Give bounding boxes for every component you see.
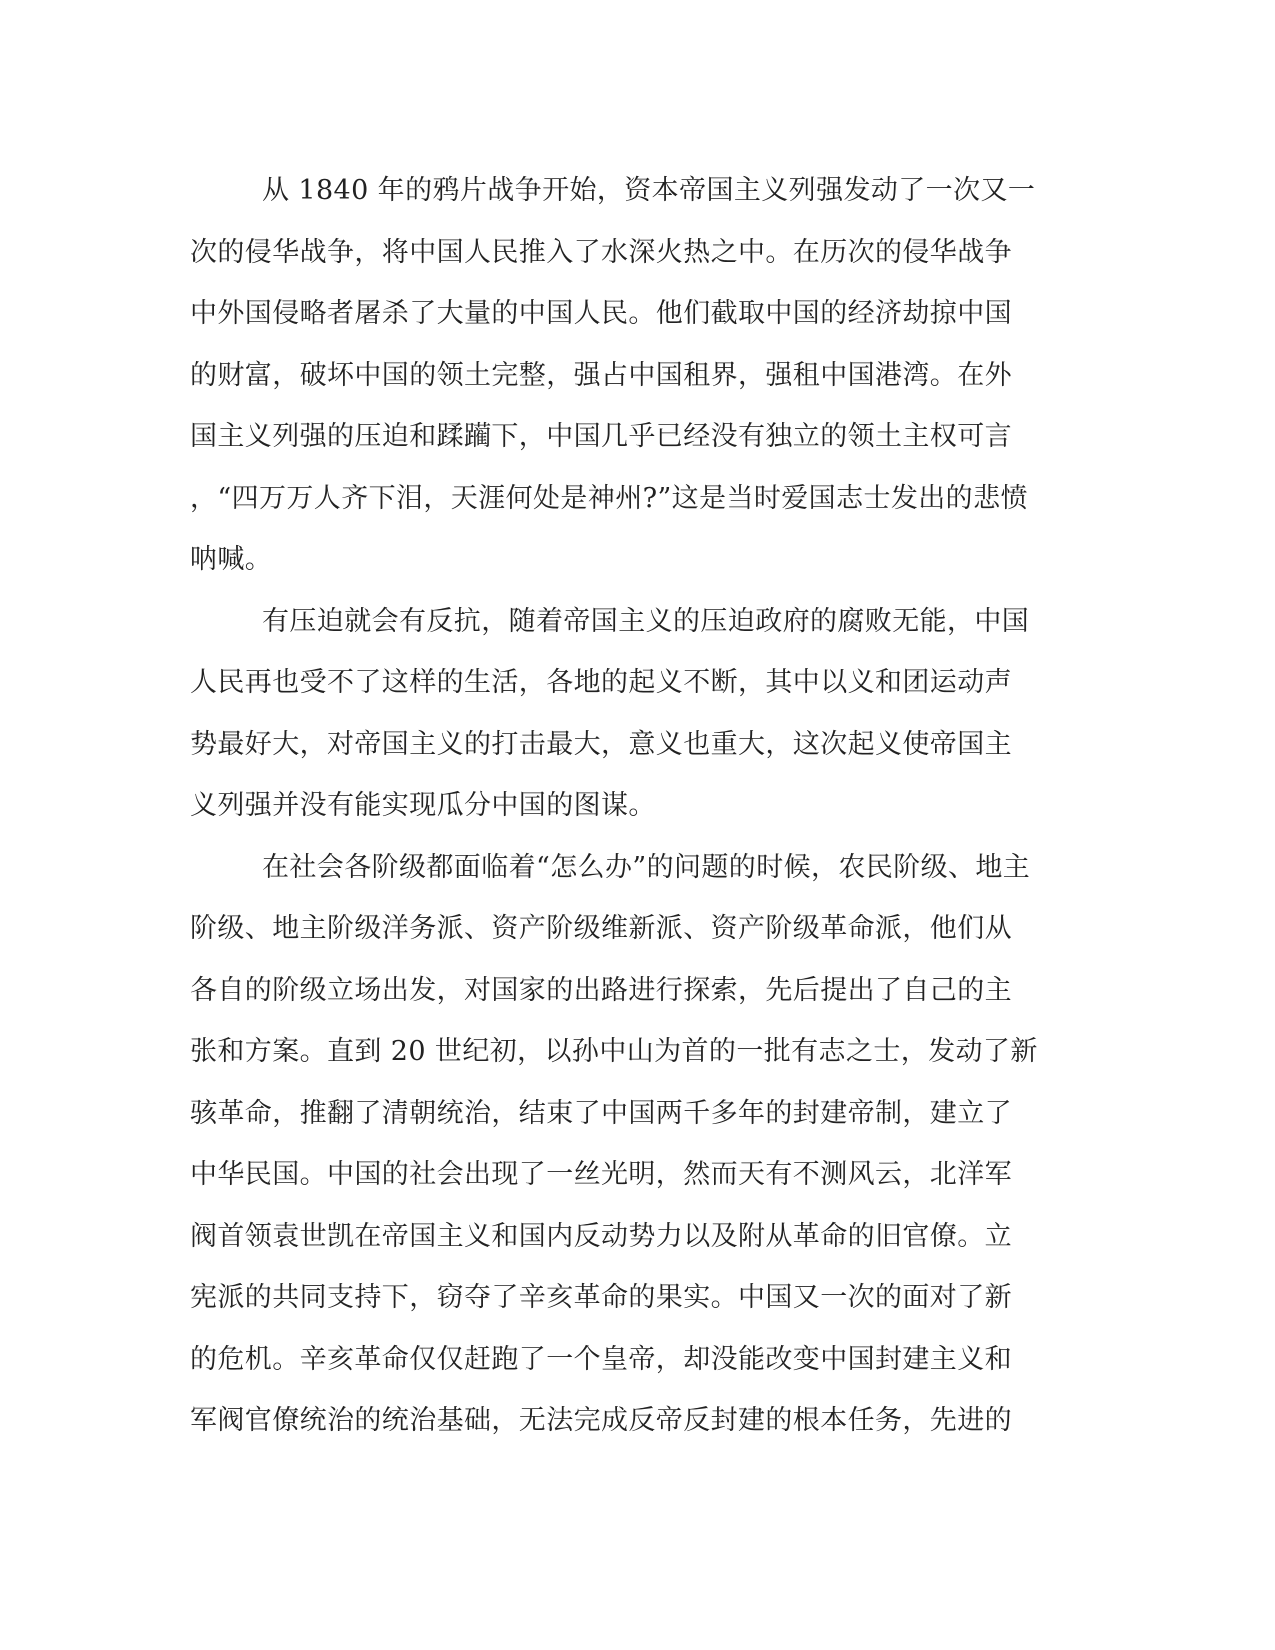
text-line: 的财富，破坏中国的领土完整，强占中国租界，强租中国港湾。在外 — [190, 359, 1012, 391]
text-line: 义列强并没有能实现瓜分中国的图谋。 — [190, 790, 656, 821]
text-line: 的危机。辛亥革命仅仅赶跑了一个皇帝，却没能改变中国封建主义和 — [190, 1343, 1012, 1375]
text-line: 呐喊。 — [190, 544, 273, 575]
text-line: 各自的阶级立场出发，对国家的出路进行探索，先后提出了自己的主 — [190, 974, 1012, 1006]
text-line: 势最好大，对帝国主义的打击最大，意义也重大，这次起义使帝国主 — [190, 728, 1012, 760]
text-line: 人民再也受不了这样的生活，各地的起义不断，其中以义和团运动声 — [190, 667, 1012, 698]
body-text — [190, 160, 1070, 1452]
text-line: 从 1840 年的鸦片战争开始，资本帝国主义列强发动了一次又一 — [262, 175, 1036, 206]
text-line: 在社会各阶级都面临着“怎么办”的问题的时候，农民阶级、地主 — [262, 851, 1031, 883]
text-line: 宪派的共同支持下，窃夺了辛亥革命的果实。中国又一次的面对了新 — [190, 1282, 1012, 1313]
text-line: 中外国侵略者屠杀了大量的中国人民。他们截取中国的经济劫掠中国 — [190, 298, 1012, 329]
text-line: 次的侵华战争，将中国人民推入了水深火热之中。在历次的侵华战争 — [190, 236, 1012, 268]
text-line: 骇革命，推翻了清朝统治，结束了中国两千多年的封建帝制，建立了 — [190, 1097, 1012, 1129]
text-line: 阶级、地主阶级洋务派、资产阶级维新派、资产阶级革命派，他们从 — [190, 913, 1012, 944]
text-line: 中华民国。中国的社会出现了一丝光明，然而天有不测风云，北洋军 — [190, 1159, 1012, 1190]
text-line: ，“四万万人齐下泪，天涯何处是神州?”这是当时爱国志士发出的悲愤 — [190, 482, 1028, 514]
text-line: 国主义列强的压迫和蹂躏下，中国几乎已经没有独立的领土主权可言 — [190, 421, 1012, 452]
text-line: 阀首领袁世凯在帝国主义和国内反动势力以及附从革命的旧官僚。立 — [190, 1220, 1012, 1252]
text-line: 军阀官僚统治的统治基础，无法完成反帝反封建的根本任务，先进的 — [190, 1405, 1012, 1436]
text-line: 张和方案。直到 20 世纪初，以孙中山为首的一批有志之士，发动了新 — [190, 1036, 1038, 1067]
text-line: 有压迫就会有反抗，随着帝国主义的压迫政府的腐败无能，中国 — [262, 605, 1030, 637]
